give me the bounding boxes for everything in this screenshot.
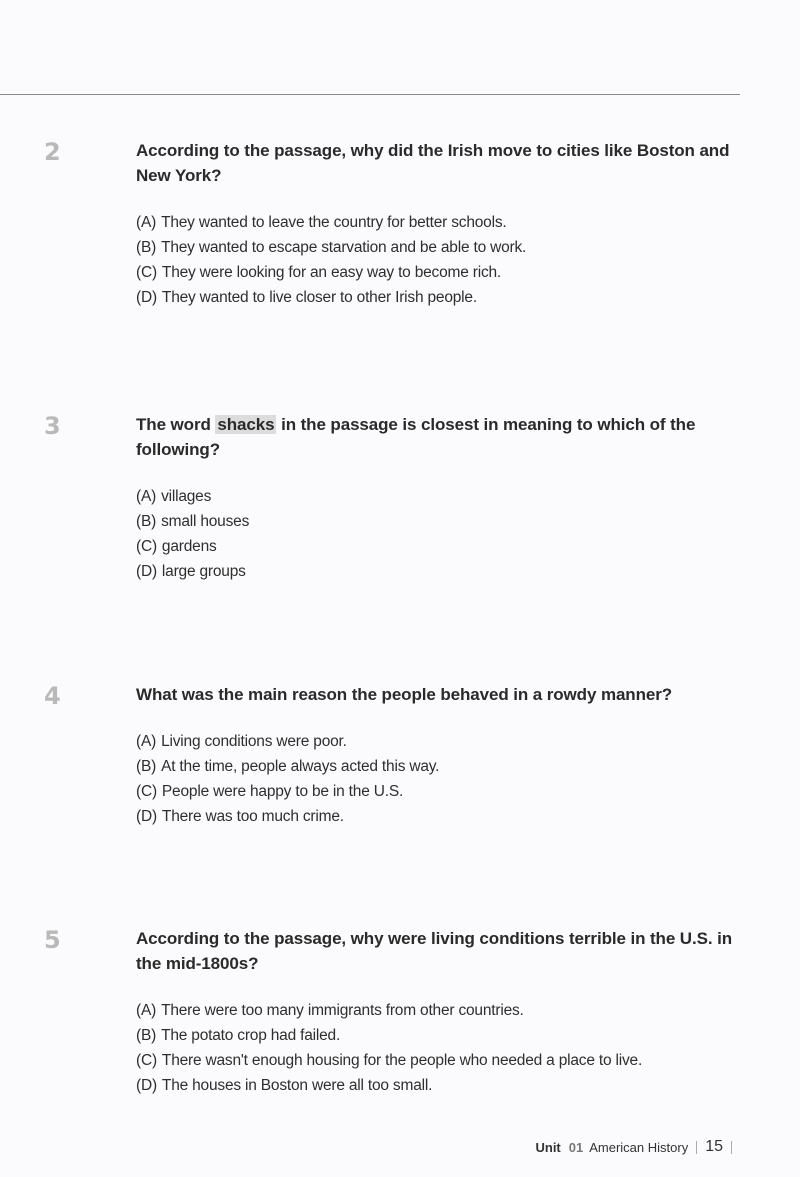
option-d[interactable]	[136, 285, 746, 310]
option-text: villages	[161, 488, 212, 505]
option-text: They wanted to leave the country for better schools.	[161, 214, 507, 231]
option-letter: (A)	[136, 733, 157, 750]
option-c[interactable]	[136, 779, 746, 804]
option-d[interactable]	[136, 559, 746, 584]
option-text: There wasn't enough housing for the people who needed a place to live.	[161, 1052, 643, 1069]
option-text: There was too much crime.	[161, 808, 344, 825]
option-a[interactable]	[136, 484, 746, 509]
option-letter: (D)	[136, 1077, 157, 1094]
option-list	[136, 484, 746, 584]
option-list	[136, 210, 746, 310]
option-text: small houses	[161, 513, 250, 530]
option-b[interactable]	[136, 509, 746, 534]
option-b[interactable]	[136, 1023, 746, 1048]
question-text: According to the passage, why did the Irish move to cities like Boston and New York?	[136, 141, 730, 185]
question-number: 4	[44, 682, 61, 710]
option-list	[136, 998, 746, 1098]
top-rule	[0, 94, 740, 95]
option-text: gardens	[161, 538, 217, 555]
option-c[interactable]	[136, 534, 746, 559]
unit-label: Unit	[535, 1139, 561, 1155]
option-letter: (B)	[136, 758, 157, 775]
option-a[interactable]	[136, 210, 746, 235]
option-text: There were too many immigrants from other countries.	[161, 1002, 524, 1019]
unit-number: 01	[568, 1139, 584, 1155]
option-text: People were happy to be in the U.S.	[161, 783, 404, 800]
footer-divider	[731, 1141, 732, 1154]
question-text: According to the passage, why were living conditions terrible in the U.S. in the mid-1800s?	[136, 929, 733, 973]
option-text: They wanted to escape starvation and be able to work.	[161, 239, 527, 256]
option-text: At the time, people always acted this way.	[161, 758, 440, 775]
option-letter: (D)	[136, 563, 157, 580]
option-letter: (B)	[136, 513, 157, 530]
option-b[interactable]	[136, 235, 746, 260]
option-text: The houses in Boston were all too small.	[161, 1077, 433, 1094]
option-letter: (A)	[136, 488, 157, 505]
question-number: 5	[44, 926, 61, 954]
unit-title: American History	[589, 1139, 689, 1155]
option-letter: (D)	[136, 289, 157, 306]
highlighted-word: shacks	[217, 415, 275, 434]
option-letter: (C)	[136, 783, 157, 800]
option-c[interactable]	[136, 260, 746, 285]
option-letter: (C)	[136, 264, 157, 281]
question-text: What was the main reason the people behaved in a rowdy manner?	[136, 685, 673, 704]
question-number: 2	[44, 138, 61, 166]
option-letter: (A)	[136, 1002, 157, 1019]
option-text: They were looking for an easy way to become rich.	[161, 264, 502, 281]
option-text: Living conditions were poor.	[161, 733, 347, 750]
footer-divider	[696, 1141, 697, 1154]
option-letter: (C)	[136, 538, 157, 555]
question-text	[136, 412, 746, 462]
option-d[interactable]	[136, 804, 746, 829]
page-number: 15	[705, 1138, 723, 1155]
option-letter: (B)	[136, 1027, 157, 1044]
option-d[interactable]	[136, 1073, 746, 1098]
option-text: They wanted to live closer to other Irish people.	[161, 289, 477, 306]
option-b[interactable]	[136, 754, 746, 779]
question-number: 3	[44, 412, 61, 440]
option-letter: (D)	[136, 808, 157, 825]
question-text-after: in the passage is closest in meaning to which of the following?	[136, 415, 696, 459]
option-c[interactable]	[136, 1048, 746, 1073]
question-text-before: The word	[136, 415, 211, 434]
option-letter: (A)	[136, 214, 157, 231]
option-a[interactable]	[136, 998, 746, 1023]
option-letter: (B)	[136, 239, 157, 256]
option-text: The potato crop had failed.	[161, 1027, 341, 1044]
option-list	[136, 729, 746, 829]
option-text: large groups	[161, 563, 246, 580]
page-footer	[535, 1138, 740, 1156]
option-a[interactable]	[136, 729, 746, 754]
option-letter: (C)	[136, 1052, 157, 1069]
